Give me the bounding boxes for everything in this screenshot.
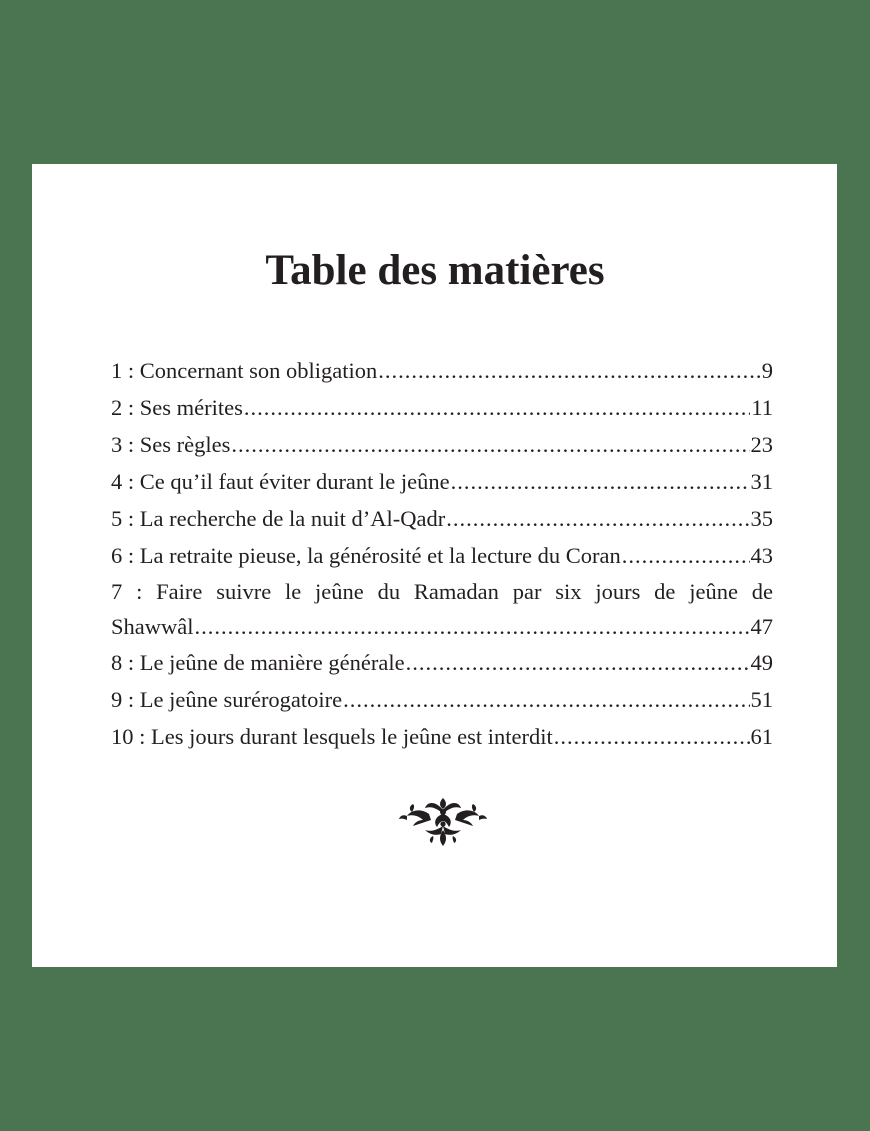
floral-ornament-icon — [399, 796, 487, 846]
toc-entry-label: 8 : Le jeûne de manière générale — [111, 650, 405, 675]
dot-leader — [451, 463, 750, 500]
dot-leader — [554, 718, 750, 755]
toc-entry-2[interactable] — [111, 389, 773, 426]
toc-page-number: 23 — [750, 432, 773, 457]
toc-entry-7[interactable] — [111, 574, 773, 644]
toc-entry-label: 2 : Ses mérites — [111, 395, 243, 420]
toc-entry-6[interactable] — [111, 537, 773, 574]
dot-leader — [622, 537, 750, 574]
toc-page-number: 47 — [750, 614, 773, 639]
toc-entry-1[interactable] — [111, 352, 773, 389]
toc-page-number: 61 — [750, 724, 773, 749]
toc-entry-9[interactable] — [111, 681, 773, 718]
toc-entry-5[interactable] — [111, 500, 773, 537]
dot-leader — [406, 644, 750, 681]
dot-leader — [343, 681, 749, 718]
toc-page-number: 35 — [750, 506, 773, 531]
toc-entry-label: 1 : Concernant son obligation — [111, 358, 378, 383]
toc-page-number: 9 — [761, 358, 773, 383]
toc-page-number: 31 — [750, 469, 773, 494]
table-of-contents — [111, 352, 773, 755]
dot-leader — [231, 426, 749, 463]
toc-entry-8[interactable] — [111, 644, 773, 681]
toc-page-number: 49 — [750, 650, 773, 675]
toc-entry-label: 5 : La recherche de la nuit d’Al-Qadr — [111, 506, 446, 531]
dot-leader — [378, 352, 761, 389]
toc-entry-label: 6 : La retraite pieuse, la générosité et la lecture du Coran — [111, 543, 621, 568]
page-title: Table des matières — [265, 247, 605, 294]
toc-entry-label: 4 : Ce qu’il faut éviter durant le jeûne — [111, 469, 450, 494]
toc-entry-label-line2: Shawwâl — [111, 614, 194, 639]
toc-entry-label: 9 : Le jeûne surérogatoire — [111, 687, 343, 712]
toc-entry-10[interactable] — [111, 718, 773, 755]
dot-leader — [446, 500, 749, 537]
toc-entry-label: 10 : Les jours durant lesquels le jeûne est interdit — [111, 724, 553, 749]
toc-page-number: 11 — [751, 395, 773, 420]
toc-entry-label-line1: 7 : Faire suivre le jeûne du Ramadan par six jours de jeûne de — [111, 579, 773, 604]
toc-page-number: 43 — [750, 543, 773, 568]
toc-entry-4[interactable] — [111, 463, 773, 500]
toc-page-number: 51 — [750, 687, 773, 712]
dot-leader — [195, 609, 750, 644]
dot-leader — [244, 389, 750, 426]
toc-entry-3[interactable] — [111, 426, 773, 463]
toc-entry-label: 3 : Ses règles — [111, 432, 231, 457]
